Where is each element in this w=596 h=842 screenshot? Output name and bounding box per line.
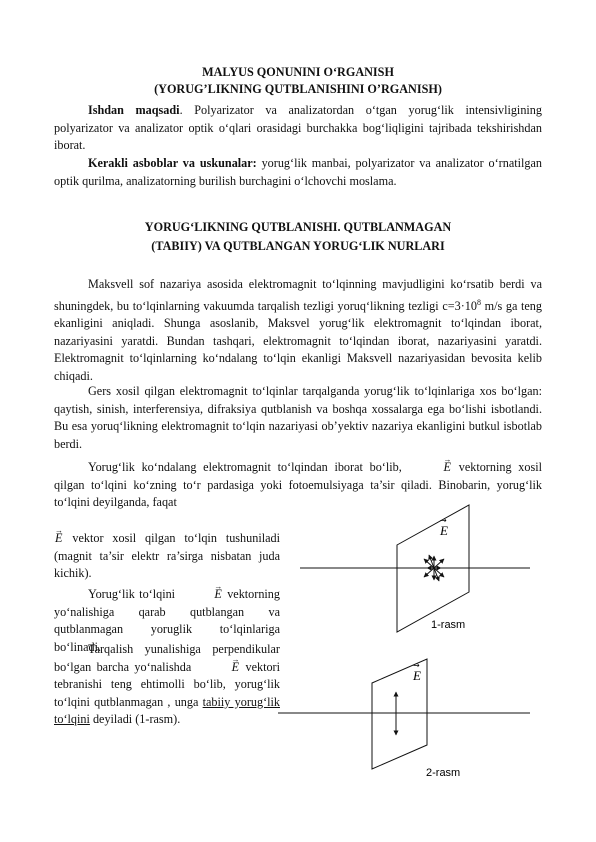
document-title-line1: MALYUS QONUNINI O‘RGANISH (202, 65, 394, 79)
fig2-e-label: E (413, 668, 421, 683)
e-vector-symbol: → E (179, 586, 222, 604)
transverse-text-a: Yorug‘lik ko‘ndalang elektromagnit to‘lqindan iborat bo‘lib, (88, 460, 409, 474)
e-vector-symbol: → E (409, 459, 452, 477)
e-vector-symbol: → E (54, 530, 63, 548)
polarization-text-a: Yorug‘lik to‘lqini (88, 587, 180, 601)
natural-text-a: Tarqalish yunalishiga perpendikular bo‘lgan barcha yo‘nalishda (54, 642, 280, 674)
natural-light-term: tabiiy yorug‘lik to‘lqini (54, 694, 280, 727)
section-title-line1: YORUG‘LIKNING QUTBLANISHI. QUTBLANMAGAN (144, 220, 452, 234)
natural-text-c: deyiladi (1-rasm). (89, 712, 181, 727)
purpose-label: Ishdan maqsadi (88, 103, 180, 117)
e-vector-text: vektor xosil qilgan to‘lqin tushuniladi (magnit ta’sir elektr ra’sirga nisbatan juda kichik). (54, 531, 280, 581)
section-title-line2: (TABIIY) VA QUTBLANGAN YORUG‘LIK NURLARI (151, 239, 445, 253)
equipment-text: yorug‘lik manbai, polyarizator va analizator o‘rnatilgan optik qurilma, analizatorning burilish burchagini o‘lchovchi moslama. (54, 156, 542, 188)
fig2-caption: 2-rasm (426, 767, 461, 779)
fig2-arrow-mark: → (413, 661, 420, 670)
fig1-e-label: E (440, 523, 448, 538)
transverse-text-b: vektorning xosil qilgan to‘lqini ko‘zning to‘r pardasiga yoki fotoemulsiyaga ta’sir qiladi. Binobarin, yorug‘lik to‘lqini deyilganda, faqat (54, 460, 542, 510)
document-title-line2: (YORUG’LIKNING QUTBLANISHINI O’RGANISH) (154, 82, 442, 96)
e-vector-symbol: → E (197, 659, 240, 677)
exponent: 8 (476, 297, 481, 307)
fig1-caption: 1-rasm (431, 619, 466, 631)
maxwell-text-b: m/s ga teng ekanligini aniqladi. Shunga asoslanib, Maksvel yorug‘lik elektromagnit to‘lqindan iborat, nazariyasini yaratdi. Bundan tashqari, elektromagnit to‘lqindan iborat, nazariyasini yaratdi. Elektromagnit to‘lqinlarning ko‘ndalang to‘lqin ekanligi Maksvell nazariyasidan bevosita kelib chiqadi. (54, 298, 542, 384)
purpose-text: . Polyarizator va analizatordan o‘tgan yorug‘lik intensivligining polyarizator va analizator optik o‘qlari orasidagi burchakka bog‘liqligini tajribada tekshirishdan iborat. (54, 103, 542, 153)
polarization-text-b: vektorning yo‘nalishiga qarab qutblangan va qutblanmagan yoruglik to‘lqinlariga bo‘linadi. (54, 587, 280, 654)
maxwell-text-a: Maksvell sof nazariya asosida elektromagnit to‘lqinning mavjudligini ko‘rsatib berdi va shuningdek, bu to‘lqinlarning vakuumda tarqalish tezligi yoruq‘likning tezligi c=3·10 (54, 277, 542, 313)
fig1-arrow-mark: → (440, 516, 447, 525)
natural-text-b: vektori tebranishi teng ehtimolli bo‘lib, yorug‘lik to‘lqini qutblanmagan , unga (54, 659, 280, 709)
equipment-label: Kerakli asboblar va uskunalar: (88, 156, 257, 170)
hertz-paragraph: Gers xosil qilgan elektromagnit to‘lqinlar tarqalganda yorug‘lik to‘lqinlariga xos bo‘lgan: qaytish, sinish, interferensiya, difraksiya qutblanish va boshqa xossalarga ega bo‘lishi isbotlandi. Bu esa yoruq‘likning elektromagnit to‘lqin nazariyasi ob’yektiv nazariya ekanligini butkul isbotlab berdi. (54, 384, 542, 451)
